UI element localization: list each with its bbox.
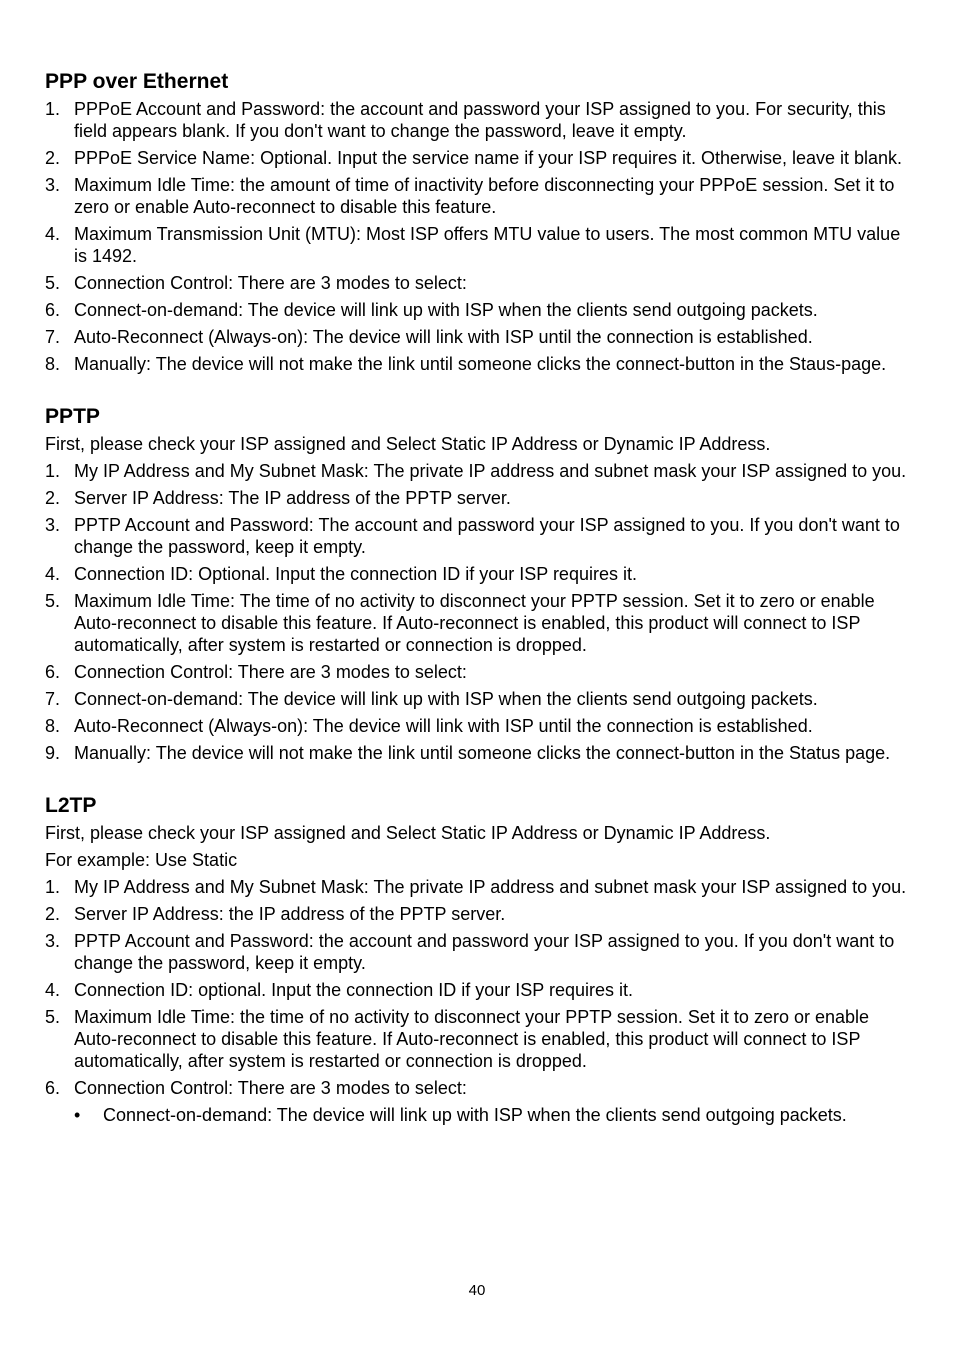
list-item: 3. PPTP Account and Password: The account and password your ISP assigned to you. If you don't want to change the password, keep it empty. (45, 515, 900, 557)
numbered-list (45, 98, 911, 375)
list-item: 4. Maximum Transmission Unit (MTU): Most ISP offers MTU value to users. The most common MTU value is 1492. (45, 224, 901, 266)
list-item: 3. PPTP Account and Password: the account and password your ISP assigned to you. If you don't want to change the password, keep it empty. (45, 931, 895, 973)
list-item: 6. Connection Control: There are 3 modes to select: (45, 1078, 467, 1098)
section-heading: PPP over Ethernet (45, 70, 229, 93)
list-item: 2. Server IP Address: the IP address of the PPTP server. (45, 904, 506, 924)
list-item: 7. Auto-Reconnect (Always-on): The device will link with ISP until the connection is established. (45, 327, 813, 347)
section-l2tp (45, 795, 911, 1126)
list-item: 5. Maximum Idle Time: the time of no activity to disconnect your PPTP session. Set it to zero or enable Auto-reconnect to disable this feature. If Auto-reconnect is enabled, this product will connect to ISP automatically, after system is restarted or connection is dropped. (45, 1007, 870, 1071)
list-item: 4. Connection ID: optional. Input the connection ID if your ISP requires it. (45, 980, 633, 1000)
list-item: 8. Auto-Reconnect (Always-on): The device will link with ISP until the connection is established. (45, 716, 813, 736)
intro-paragraph: First, please check your ISP assigned and Select Static IP Address or Dynamic IP Address. (45, 434, 771, 454)
list-item: 5. Maximum Idle Time: The time of no activity to disconnect your PPTP session. Set it to zero or enable Auto-reconnect to disable this feature. If Auto-reconnect is enabled, this product will connect to ISP automatically, after system is restarted or connection is dropped. (45, 591, 875, 655)
list-item: 1. PPPoE Account and Password: the account and password your ISP assigned to you. For security, this field appears blank. If you don't want to change the password, leave it empty. (45, 99, 886, 141)
list-item: 6. Connection Control: There are 3 modes to select: (45, 662, 467, 682)
list-item: 2. PPPoE Service Name: Optional. Input the service name if your ISP requires it. Otherwise, leave it blank. (45, 148, 903, 168)
bullet-item: • Connect-on-demand: The device will link up with ISP when the clients send outgoing packets. (74, 1105, 847, 1125)
list-item: 3. Maximum Idle Time: the amount of time of inactivity before disconnecting your PPPoE session. Set it to zero or enable Auto-reconnect to disable this feature. (45, 175, 895, 217)
list-item: 9. Manually: The device will not make the link until someone clicks the connect-button in the Status page. (45, 743, 891, 763)
page-number: 40 (468, 1282, 486, 1299)
list-item: 8. Manually: The device will not make the link until someone clicks the connect-button in the Staus-page. (45, 354, 887, 374)
section-heading: L2TP (45, 794, 97, 817)
list-item: 4. Connection ID: Optional. Input the connection ID if your ISP requires it. (45, 564, 637, 584)
list-item: 2. Server IP Address: The IP address of the PPTP server. (45, 488, 511, 508)
list-item: 5. Connection Control: There are 3 modes to select: (45, 273, 467, 293)
numbered-list (45, 460, 911, 764)
section-pppoe (45, 71, 911, 375)
numbered-list (45, 876, 911, 1099)
list-item: 7. Connect-on-demand: The device will link up with ISP when the clients send outgoing packets. (45, 689, 818, 709)
document-page (45, 71, 911, 1131)
bullet-list (45, 1104, 911, 1126)
section-pptp (45, 406, 911, 764)
example-paragraph: For example: Use Static (45, 850, 238, 870)
section-heading: PPTP (45, 405, 100, 428)
bullet-icon: • (74, 1105, 81, 1125)
intro-paragraph: First, please check your ISP assigned and Select Static IP Address or Dynamic IP Address. (45, 823, 771, 843)
list-item: 6. Connect-on-demand: The device will link up with ISP when the clients send outgoing packets. (45, 300, 818, 320)
list-item: 1. My IP Address and My Subnet Mask: The private IP address and subnet mask your ISP assigned to you. (45, 461, 907, 481)
list-item: 1. My IP Address and My Subnet Mask: The private IP address and subnet mask your ISP assigned to you. (45, 877, 907, 897)
